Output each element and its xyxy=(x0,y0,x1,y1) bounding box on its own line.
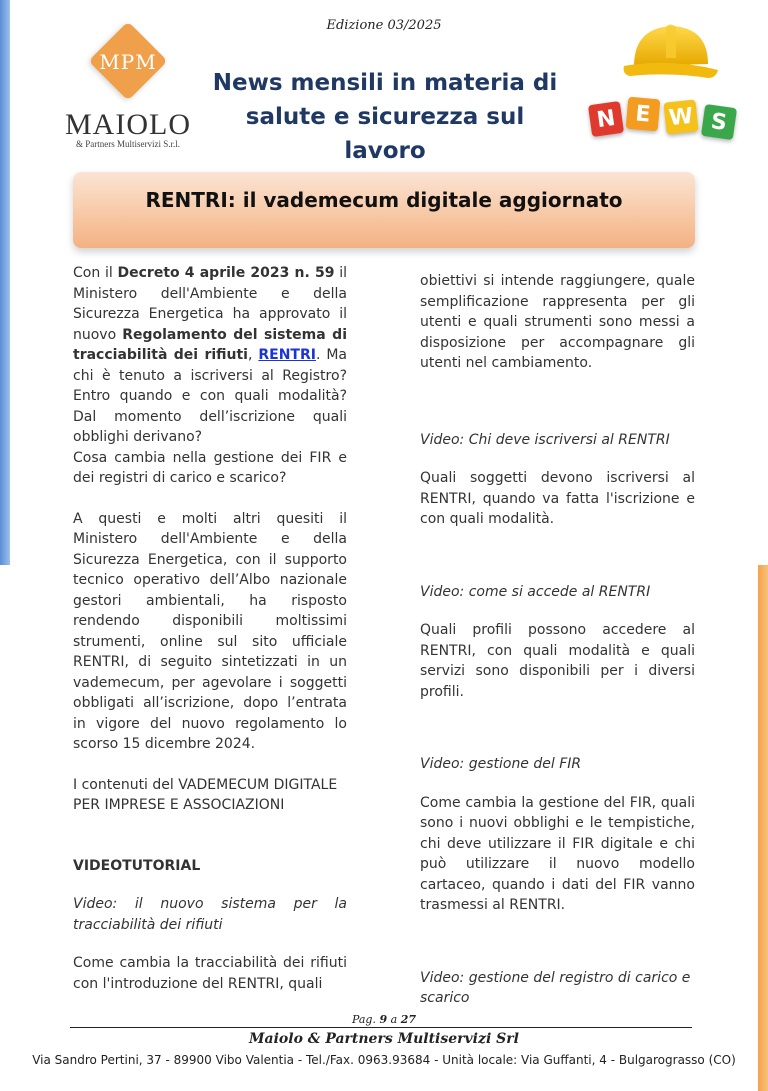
article-title: RENTRI: il vademecum digitale aggiornato xyxy=(145,188,623,212)
edition-label: Edizione 03/2025 xyxy=(326,18,442,33)
video-desc-iscrizione: Quali soggetti devono iscriversi al RENTRI, quando va fatta l'iscrizione e con quali modalità. xyxy=(420,470,695,527)
video-title-fir: Video: gestione del FIR xyxy=(420,756,582,772)
newsletter-title-line2: salute e sicurezza sul lavoro xyxy=(245,104,525,164)
left-column xyxy=(73,263,347,994)
rentri-link[interactable]: RENTRI xyxy=(258,347,316,363)
regulation-name: Regolamento del sistema di tracciabilità dei rifiuti xyxy=(73,326,347,363)
hard-hat-icon xyxy=(620,18,720,88)
paragraph-vademecum: I contenuti del VADEMECUM DIGITALE PER IMPRESE E ASSOCIAZIONI xyxy=(73,776,338,813)
logo-name: MAIOLO xyxy=(65,108,191,141)
video-desc-tracciabilita-cont: obiettivi si intende raggiungere, quale semplificazione rappresenta per gli utenti e quali strumenti sono messi a disposizione per accompagnare gli utenti nel cambiamento. xyxy=(420,273,695,371)
newsletter-title-line1: News mensili in materia di xyxy=(212,70,558,96)
news-cube-n: N xyxy=(588,101,624,137)
paragraph-ministry: A questi e molti altri quesiti il Ministero dell'Ambiente e della Sicurezza Energetica, con il supporto tecnico operativo dell’Albo nazionale gestori ambientali, ha risposto rendendo disponibili moltissimi strumenti, online sul sito ufficiale RENTRI, di seguito sintetizzati in un vademecum, per agevolare i soggetti obbligati all’iscrizione, dopo l’entrata in vigore del nuovo regolamento lo scorso 15 dicembre 2024. xyxy=(73,510,347,752)
decree-reference: Decreto 4 aprile 2023 n. 59 xyxy=(117,265,335,281)
video-title-iscrizione: Video: Chi deve iscriversi al RENTRI xyxy=(420,431,670,448)
news-cube-e: E xyxy=(626,97,661,132)
intro-question: Cosa cambia nella gestione dei FIR e dei registri di carico e scarico? xyxy=(73,449,347,486)
right-column xyxy=(420,271,695,1009)
intro-paragraph: Con il Decreto 4 aprile 2023 n. 59 il Ministero dell'Ambiente e della Sicurezza Energetica ha approvato il nuovo Regolamento del sistema di tracciabilità dei rifiuti, RENTRI. Ma chi è tenuto a iscriversi al Registro? Entro quando e con quali modalità? Dal momento dell’iscrizione quali obblighi derivano? xyxy=(73,265,347,445)
video-title-tracciabilita: Video: il nuovo sistema per la tracciabilità dei rifiuti xyxy=(73,896,347,933)
video-desc-tracciabilita: Come cambia la tracciabilità dei rifiuti con l'introduzione del RENTRI, quali xyxy=(73,955,347,992)
page-number: Pag. 9 a 27 xyxy=(351,1013,417,1026)
video-desc-accesso: Quali profili possono accedere al RENTRI, con quali modalità e quali servizi sono disponibili per i diversi profili. xyxy=(420,622,695,700)
footer-divider xyxy=(70,1027,692,1028)
section-heading-videotutorial: VIDEOTUTORIAL xyxy=(73,857,201,874)
newsletter-title xyxy=(205,66,565,168)
news-cube-w: W xyxy=(663,99,698,134)
left-accent-bar xyxy=(0,0,10,565)
logo-mark: MPM xyxy=(99,50,157,74)
video-desc-fir: Come cambia la gestione del FIR, quali sono i nuovi obblighi e le tempistiche, chi deve utilizzare il FIR digitale e chi può utilizzare il nuovo modello cartaceo, quando i dati del FIR vanno trasmessi al RENTRI. xyxy=(420,794,695,913)
news-cube-s: S xyxy=(701,104,737,140)
footer-company: Maiolo & Partners Multiservizi Srl xyxy=(249,1031,519,1047)
logo-subtitle: & Partners Multiservizi S.r.l. xyxy=(76,139,180,149)
footer-address: Via Sandro Pertini, 37 - 89900 Vibo Valentia - Tel./Fax. 0963.93684 - Unità locale: Via Guffanti, 4 - Bulgarograsso (CO) xyxy=(32,1053,736,1067)
video-title-accesso: Video: come si accede al RENTRI xyxy=(420,583,651,600)
video-title-registro: Video: gestione del registro di carico e scarico xyxy=(420,969,691,1006)
